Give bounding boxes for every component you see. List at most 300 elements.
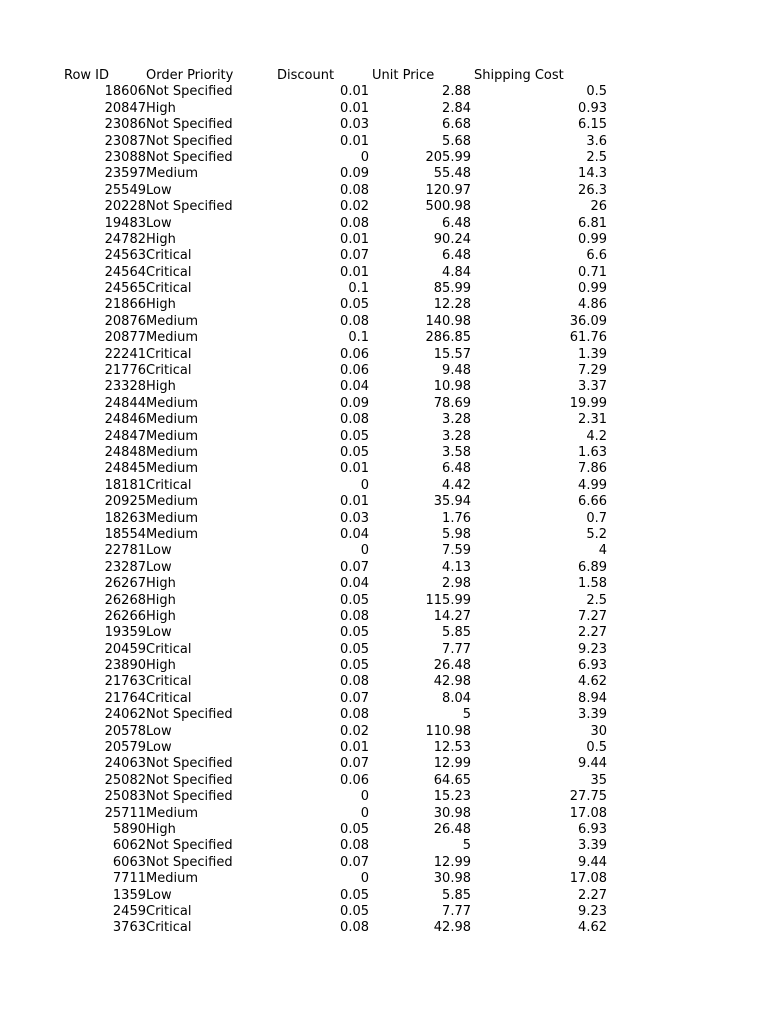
unit-price-cell: 3.28 bbox=[442, 428, 471, 444]
discount-cell: 0 bbox=[360, 477, 369, 493]
row-id-cell: 23087 bbox=[104, 133, 146, 149]
table-row bbox=[0, 412, 768, 428]
shipping-cost-cell: 6.81 bbox=[578, 215, 607, 231]
row-id-cell: 19483 bbox=[104, 215, 146, 231]
unit-price-cell: 205.99 bbox=[425, 149, 471, 165]
table-row bbox=[0, 822, 768, 838]
table-row bbox=[0, 101, 768, 117]
unit-price-cell: 30.98 bbox=[433, 805, 471, 821]
table-row bbox=[0, 920, 768, 936]
shipping-cost-cell: 9.44 bbox=[578, 854, 607, 870]
unit-price-cell: 26.48 bbox=[433, 658, 471, 674]
row-id-cell: 21764 bbox=[104, 690, 146, 706]
discount-cell: 0.01 bbox=[340, 494, 369, 510]
row-id-cell: 24848 bbox=[104, 444, 146, 460]
order-priority-cell: High bbox=[146, 231, 176, 247]
shipping-cost-cell: 7.86 bbox=[578, 461, 607, 477]
order-priority-cell: Low bbox=[146, 215, 172, 231]
table-row bbox=[0, 871, 768, 887]
shipping-cost-cell: 0.71 bbox=[578, 264, 607, 280]
table-row bbox=[0, 609, 768, 625]
shipping-cost-cell: 17.08 bbox=[569, 871, 607, 887]
unit-price-cell: 1.76 bbox=[442, 510, 471, 526]
shipping-cost-cell: 7.27 bbox=[578, 608, 607, 624]
order-priority-cell: Low bbox=[146, 625, 172, 641]
shipping-cost-cell: 6.89 bbox=[578, 559, 607, 575]
row-id-cell: 18606 bbox=[104, 84, 146, 100]
unit-price-cell: 286.85 bbox=[425, 330, 471, 346]
unit-price-cell: 115.99 bbox=[425, 592, 471, 608]
shipping-cost-cell: 1.63 bbox=[578, 444, 607, 460]
row-id-cell: 2459 bbox=[112, 903, 146, 919]
order-priority-cell: Low bbox=[146, 723, 172, 739]
shipping-cost-cell: 9.44 bbox=[578, 756, 607, 772]
discount-cell: 0.01 bbox=[340, 133, 369, 149]
row-id-cell: 24846 bbox=[104, 412, 146, 428]
row-id-cell: 23890 bbox=[104, 658, 146, 674]
table-row bbox=[0, 379, 768, 395]
shipping-cost-cell: 30 bbox=[590, 723, 607, 739]
order-priority-cell: Medium bbox=[146, 395, 198, 411]
unit-price-cell: 6.48 bbox=[442, 461, 471, 477]
unit-price-cell: 90.24 bbox=[433, 231, 471, 247]
order-priority-cell: Critical bbox=[146, 346, 192, 362]
unit-price-cell: 140.98 bbox=[425, 313, 471, 329]
discount-cell: 0.08 bbox=[340, 674, 369, 690]
table-row bbox=[0, 707, 768, 723]
unit-price-cell: 15.23 bbox=[433, 789, 471, 805]
discount-cell: 0.08 bbox=[340, 182, 369, 198]
unit-price-cell: 42.98 bbox=[433, 920, 471, 936]
order-priority-cell: Critical bbox=[146, 264, 192, 280]
table-row bbox=[0, 494, 768, 510]
table-row bbox=[0, 347, 768, 363]
shipping-cost-cell: 4 bbox=[598, 543, 607, 559]
table-row bbox=[0, 199, 768, 215]
shipping-cost-cell: 2.31 bbox=[578, 412, 607, 428]
unit-price-cell: 2.84 bbox=[442, 100, 471, 116]
unit-price-cell: 500.98 bbox=[425, 199, 471, 215]
row-id-cell: 1359 bbox=[112, 887, 146, 903]
discount-cell: 0.1 bbox=[348, 330, 369, 346]
row-id-cell: 20877 bbox=[104, 330, 146, 346]
unit-price-cell: 12.53 bbox=[433, 740, 471, 756]
row-id-cell: 21776 bbox=[104, 363, 146, 379]
order-priority-cell: Critical bbox=[146, 920, 192, 936]
discount-cell: 0.1 bbox=[348, 281, 369, 297]
order-priority-cell: Not Specified bbox=[146, 84, 233, 100]
order-priority-cell: Not Specified bbox=[146, 133, 233, 149]
discount-cell: 0 bbox=[360, 543, 369, 559]
row-id-cell: 25549 bbox=[104, 182, 146, 198]
row-id-cell: 20228 bbox=[104, 199, 146, 215]
table-row bbox=[0, 838, 768, 854]
order-priority-cell: High bbox=[146, 592, 176, 608]
discount-cell: 0.08 bbox=[340, 838, 369, 854]
unit-price-cell: 110.98 bbox=[425, 723, 471, 739]
discount-cell: 0.08 bbox=[340, 215, 369, 231]
discount-cell: 0.05 bbox=[340, 641, 369, 657]
unit-price-cell: 5 bbox=[462, 707, 471, 723]
order-priority-cell: Medium bbox=[146, 330, 198, 346]
discount-cell: 0.01 bbox=[340, 264, 369, 280]
row-id-cell: 7711 bbox=[112, 871, 146, 887]
row-id-cell: 20578 bbox=[104, 723, 146, 739]
table-row bbox=[0, 330, 768, 346]
order-priority-cell: Not Specified bbox=[146, 789, 233, 805]
order-priority-cell: Medium bbox=[146, 428, 198, 444]
shipping-cost-cell: 5.2 bbox=[586, 526, 607, 542]
unit-price-cell: 15.57 bbox=[433, 346, 471, 362]
discount-cell: 0.07 bbox=[340, 756, 369, 772]
discount-cell: 0.05 bbox=[340, 903, 369, 919]
discount-cell: 0 bbox=[360, 149, 369, 165]
order-priority-cell: High bbox=[146, 821, 176, 837]
table-row bbox=[0, 511, 768, 527]
shipping-cost-cell: 0.5 bbox=[586, 740, 607, 756]
discount-cell: 0.07 bbox=[340, 854, 369, 870]
table-row bbox=[0, 904, 768, 920]
discount-cell: 0.08 bbox=[340, 608, 369, 624]
order-priority-cell: Medium bbox=[146, 444, 198, 460]
unit-price-cell: 7.59 bbox=[442, 543, 471, 559]
discount-cell: 0.04 bbox=[340, 379, 369, 395]
discount-cell: 0.04 bbox=[340, 576, 369, 592]
table-row bbox=[0, 363, 768, 379]
unit-price-cell: 10.98 bbox=[433, 379, 471, 395]
table-row bbox=[0, 314, 768, 330]
order-priority-cell: Medium bbox=[146, 313, 198, 329]
table-row bbox=[0, 232, 768, 248]
shipping-cost-cell: 26 bbox=[590, 199, 607, 215]
row-id-cell: 18263 bbox=[104, 510, 146, 526]
discount-cell: 0.08 bbox=[340, 707, 369, 723]
unit-price-cell: 5 bbox=[462, 838, 471, 854]
header-order-priority: Order Priority bbox=[146, 68, 234, 83]
table-row bbox=[0, 674, 768, 690]
order-priority-cell: Low bbox=[146, 182, 172, 198]
row-id-cell: 26267 bbox=[104, 576, 146, 592]
discount-cell: 0.06 bbox=[340, 363, 369, 379]
order-priority-cell: Low bbox=[146, 887, 172, 903]
order-priority-cell: High bbox=[146, 576, 176, 592]
table-row bbox=[0, 478, 768, 494]
discount-cell: 0.05 bbox=[340, 887, 369, 903]
shipping-cost-cell: 6.93 bbox=[578, 658, 607, 674]
shipping-cost-cell: 3.39 bbox=[578, 838, 607, 854]
spreadsheet-table bbox=[0, 68, 768, 937]
shipping-cost-cell: 0.93 bbox=[578, 100, 607, 116]
shipping-cost-cell: 4.62 bbox=[578, 920, 607, 936]
row-id-cell: 26268 bbox=[104, 592, 146, 608]
unit-price-cell: 4.42 bbox=[442, 477, 471, 493]
table-row bbox=[0, 560, 768, 576]
row-id-cell: 25711 bbox=[104, 805, 146, 821]
discount-cell: 0 bbox=[360, 871, 369, 887]
order-priority-cell: High bbox=[146, 100, 176, 116]
order-priority-cell: High bbox=[146, 297, 176, 313]
table-row bbox=[0, 183, 768, 199]
table-row bbox=[0, 724, 768, 740]
unit-price-cell: 4.84 bbox=[442, 264, 471, 280]
order-priority-cell: Not Specified bbox=[146, 199, 233, 215]
row-id-cell: 23086 bbox=[104, 117, 146, 133]
shipping-cost-cell: 26.3 bbox=[578, 182, 607, 198]
shipping-cost-cell: 0.7 bbox=[586, 510, 607, 526]
unit-price-cell: 55.48 bbox=[433, 166, 471, 182]
row-id-cell: 24844 bbox=[104, 395, 146, 411]
unit-price-cell: 2.88 bbox=[442, 84, 471, 100]
shipping-cost-cell: 4.86 bbox=[578, 297, 607, 313]
discount-cell: 0.05 bbox=[340, 625, 369, 641]
order-priority-cell: Critical bbox=[146, 248, 192, 264]
order-priority-cell: Medium bbox=[146, 526, 198, 542]
unit-price-cell: 12.99 bbox=[433, 756, 471, 772]
discount-cell: 0.06 bbox=[340, 772, 369, 788]
table-row bbox=[0, 84, 768, 100]
row-id-cell: 21763 bbox=[104, 674, 146, 690]
unit-price-cell: 5.68 bbox=[442, 133, 471, 149]
unit-price-cell: 3.28 bbox=[442, 412, 471, 428]
discount-cell: 0 bbox=[360, 789, 369, 805]
row-id-cell: 20847 bbox=[104, 100, 146, 116]
unit-price-cell: 3.58 bbox=[442, 444, 471, 460]
row-id-cell: 23088 bbox=[104, 149, 146, 165]
order-priority-cell: Not Specified bbox=[146, 854, 233, 870]
order-priority-cell: Low bbox=[146, 740, 172, 756]
table-row bbox=[0, 773, 768, 789]
shipping-cost-cell: 17.08 bbox=[569, 805, 607, 821]
shipping-cost-cell: 6.93 bbox=[578, 821, 607, 837]
unit-price-cell: 6.48 bbox=[442, 248, 471, 264]
discount-cell: 0.05 bbox=[340, 658, 369, 674]
shipping-cost-cell: 61.76 bbox=[569, 330, 607, 346]
unit-price-cell: 5.85 bbox=[442, 625, 471, 641]
order-priority-cell: Not Specified bbox=[146, 707, 233, 723]
order-priority-cell: Critical bbox=[146, 363, 192, 379]
unit-price-cell: 64.65 bbox=[433, 772, 471, 788]
order-priority-cell: Medium bbox=[146, 871, 198, 887]
discount-cell: 0.07 bbox=[340, 248, 369, 264]
table-row bbox=[0, 642, 768, 658]
order-priority-cell: Medium bbox=[146, 805, 198, 821]
row-id-cell: 24062 bbox=[104, 707, 146, 723]
order-priority-cell: Low bbox=[146, 559, 172, 575]
discount-cell: 0.01 bbox=[340, 100, 369, 116]
shipping-cost-cell: 1.58 bbox=[578, 576, 607, 592]
shipping-cost-cell: 35 bbox=[590, 772, 607, 788]
row-id-cell: 25082 bbox=[104, 772, 146, 788]
unit-price-cell: 7.77 bbox=[442, 903, 471, 919]
header-row-id: Row ID bbox=[64, 68, 110, 83]
table-row bbox=[0, 691, 768, 707]
header-unit-price: Unit Price bbox=[372, 68, 435, 83]
table-row bbox=[0, 216, 768, 232]
order-priority-cell: Critical bbox=[146, 903, 192, 919]
table-row bbox=[0, 281, 768, 297]
order-priority-cell: Not Specified bbox=[146, 149, 233, 165]
row-id-cell: 20925 bbox=[104, 494, 146, 510]
shipping-cost-cell: 1.39 bbox=[578, 346, 607, 362]
discount-cell: 0.02 bbox=[340, 723, 369, 739]
unit-price-cell: 78.69 bbox=[433, 395, 471, 411]
table-row bbox=[0, 593, 768, 609]
shipping-cost-cell: 14.3 bbox=[578, 166, 607, 182]
unit-price-cell: 42.98 bbox=[433, 674, 471, 690]
row-id-cell: 6062 bbox=[112, 838, 146, 854]
shipping-cost-cell: 7.29 bbox=[578, 363, 607, 379]
discount-cell: 0.05 bbox=[340, 428, 369, 444]
header-shipping-cost: Shipping Cost bbox=[474, 68, 564, 83]
unit-price-cell: 2.98 bbox=[442, 576, 471, 592]
discount-cell: 0.08 bbox=[340, 313, 369, 329]
row-id-cell: 20579 bbox=[104, 740, 146, 756]
discount-cell: 0.07 bbox=[340, 690, 369, 706]
order-priority-cell: Critical bbox=[146, 477, 192, 493]
discount-cell: 0.06 bbox=[340, 346, 369, 362]
order-priority-cell: Medium bbox=[146, 494, 198, 510]
shipping-cost-cell: 2.27 bbox=[578, 887, 607, 903]
shipping-cost-cell: 19.99 bbox=[569, 395, 607, 411]
discount-cell: 0.01 bbox=[340, 461, 369, 477]
order-priority-cell: Not Specified bbox=[146, 756, 233, 772]
table-row bbox=[0, 740, 768, 756]
table-row bbox=[0, 117, 768, 133]
row-id-cell: 24782 bbox=[104, 231, 146, 247]
shipping-cost-cell: 8.94 bbox=[578, 690, 607, 706]
unit-price-cell: 6.48 bbox=[442, 215, 471, 231]
discount-cell: 0.01 bbox=[340, 740, 369, 756]
shipping-cost-cell: 6.66 bbox=[578, 494, 607, 510]
table-row bbox=[0, 265, 768, 281]
discount-cell: 0.08 bbox=[340, 412, 369, 428]
unit-price-cell: 5.85 bbox=[442, 887, 471, 903]
row-id-cell: 18554 bbox=[104, 526, 146, 542]
shipping-cost-cell: 36.09 bbox=[569, 313, 607, 329]
shipping-cost-cell: 0.5 bbox=[586, 84, 607, 100]
row-id-cell: 22241 bbox=[104, 346, 146, 362]
unit-price-cell: 12.99 bbox=[433, 854, 471, 870]
shipping-cost-cell: 6.6 bbox=[586, 248, 607, 264]
row-id-cell: 20876 bbox=[104, 313, 146, 329]
shipping-cost-cell: 9.23 bbox=[578, 641, 607, 657]
unit-price-cell: 9.48 bbox=[442, 363, 471, 379]
order-priority-cell: Critical bbox=[146, 674, 192, 690]
row-id-cell: 25083 bbox=[104, 789, 146, 805]
row-id-cell: 3763 bbox=[112, 920, 146, 936]
shipping-cost-cell: 9.23 bbox=[578, 903, 607, 919]
table-row bbox=[0, 658, 768, 674]
unit-price-cell: 6.68 bbox=[442, 117, 471, 133]
discount-cell: 0.09 bbox=[340, 395, 369, 411]
header-row bbox=[0, 68, 768, 84]
unit-price-cell: 5.98 bbox=[442, 526, 471, 542]
discount-cell: 0.03 bbox=[340, 510, 369, 526]
table-row bbox=[0, 625, 768, 641]
discount-cell: 0.09 bbox=[340, 166, 369, 182]
order-priority-cell: Medium bbox=[146, 510, 198, 526]
row-id-cell: 23287 bbox=[104, 559, 146, 575]
row-id-cell: 24847 bbox=[104, 428, 146, 444]
row-id-cell: 23328 bbox=[104, 379, 146, 395]
table-row bbox=[0, 756, 768, 772]
table-row bbox=[0, 855, 768, 871]
row-id-cell: 5890 bbox=[112, 821, 146, 837]
discount-cell: 0.02 bbox=[340, 199, 369, 215]
table-row bbox=[0, 134, 768, 150]
row-id-cell: 18181 bbox=[104, 477, 146, 493]
unit-price-cell: 35.94 bbox=[433, 494, 471, 510]
table-body bbox=[0, 84, 768, 936]
shipping-cost-cell: 4.62 bbox=[578, 674, 607, 690]
table-row bbox=[0, 543, 768, 559]
order-priority-cell: Medium bbox=[146, 412, 198, 428]
row-id-cell: 24565 bbox=[104, 281, 146, 297]
row-id-cell: 21866 bbox=[104, 297, 146, 313]
discount-cell: 0.05 bbox=[340, 444, 369, 460]
unit-price-cell: 26.48 bbox=[433, 821, 471, 837]
row-id-cell: 26266 bbox=[104, 608, 146, 624]
unit-price-cell: 4.13 bbox=[442, 559, 471, 575]
header-discount: Discount bbox=[277, 68, 335, 83]
row-id-cell: 22781 bbox=[104, 543, 146, 559]
unit-price-cell: 14.27 bbox=[433, 608, 471, 624]
order-priority-cell: High bbox=[146, 379, 176, 395]
shipping-cost-cell: 27.75 bbox=[569, 789, 607, 805]
unit-price-cell: 12.28 bbox=[433, 297, 471, 313]
shipping-cost-cell: 3.37 bbox=[578, 379, 607, 395]
row-id-cell: 6063 bbox=[112, 854, 146, 870]
shipping-cost-cell: 3.39 bbox=[578, 707, 607, 723]
table-row bbox=[0, 166, 768, 182]
row-id-cell: 24063 bbox=[104, 756, 146, 772]
row-id-cell: 20459 bbox=[104, 641, 146, 657]
shipping-cost-cell: 2.27 bbox=[578, 625, 607, 641]
shipping-cost-cell: 2.5 bbox=[586, 592, 607, 608]
unit-price-cell: 30.98 bbox=[433, 871, 471, 887]
shipping-cost-cell: 0.99 bbox=[578, 281, 607, 297]
table-row bbox=[0, 445, 768, 461]
order-priority-cell: Critical bbox=[146, 641, 192, 657]
table-row bbox=[0, 297, 768, 313]
discount-cell: 0.07 bbox=[340, 559, 369, 575]
row-id-cell: 24845 bbox=[104, 461, 146, 477]
order-priority-cell: Low bbox=[146, 543, 172, 559]
discount-cell: 0.03 bbox=[340, 117, 369, 133]
order-priority-cell: Medium bbox=[146, 166, 198, 182]
table-row bbox=[0, 396, 768, 412]
row-id-cell: 24563 bbox=[104, 248, 146, 264]
unit-price-cell: 120.97 bbox=[425, 182, 471, 198]
table-row bbox=[0, 576, 768, 592]
shipping-cost-cell: 0.99 bbox=[578, 231, 607, 247]
discount-cell: 0 bbox=[360, 805, 369, 821]
table-row bbox=[0, 248, 768, 264]
discount-cell: 0.05 bbox=[340, 821, 369, 837]
table-row bbox=[0, 806, 768, 822]
discount-cell: 0.05 bbox=[340, 297, 369, 313]
order-priority-cell: High bbox=[146, 608, 176, 624]
shipping-cost-cell: 4.99 bbox=[578, 477, 607, 493]
table-row bbox=[0, 888, 768, 904]
discount-cell: 0.05 bbox=[340, 592, 369, 608]
table-row bbox=[0, 527, 768, 543]
shipping-cost-cell: 4.2 bbox=[586, 428, 607, 444]
order-priority-cell: High bbox=[146, 658, 176, 674]
discount-cell: 0.04 bbox=[340, 526, 369, 542]
unit-price-cell: 7.77 bbox=[442, 641, 471, 657]
order-priority-cell: Not Specified bbox=[146, 838, 233, 854]
